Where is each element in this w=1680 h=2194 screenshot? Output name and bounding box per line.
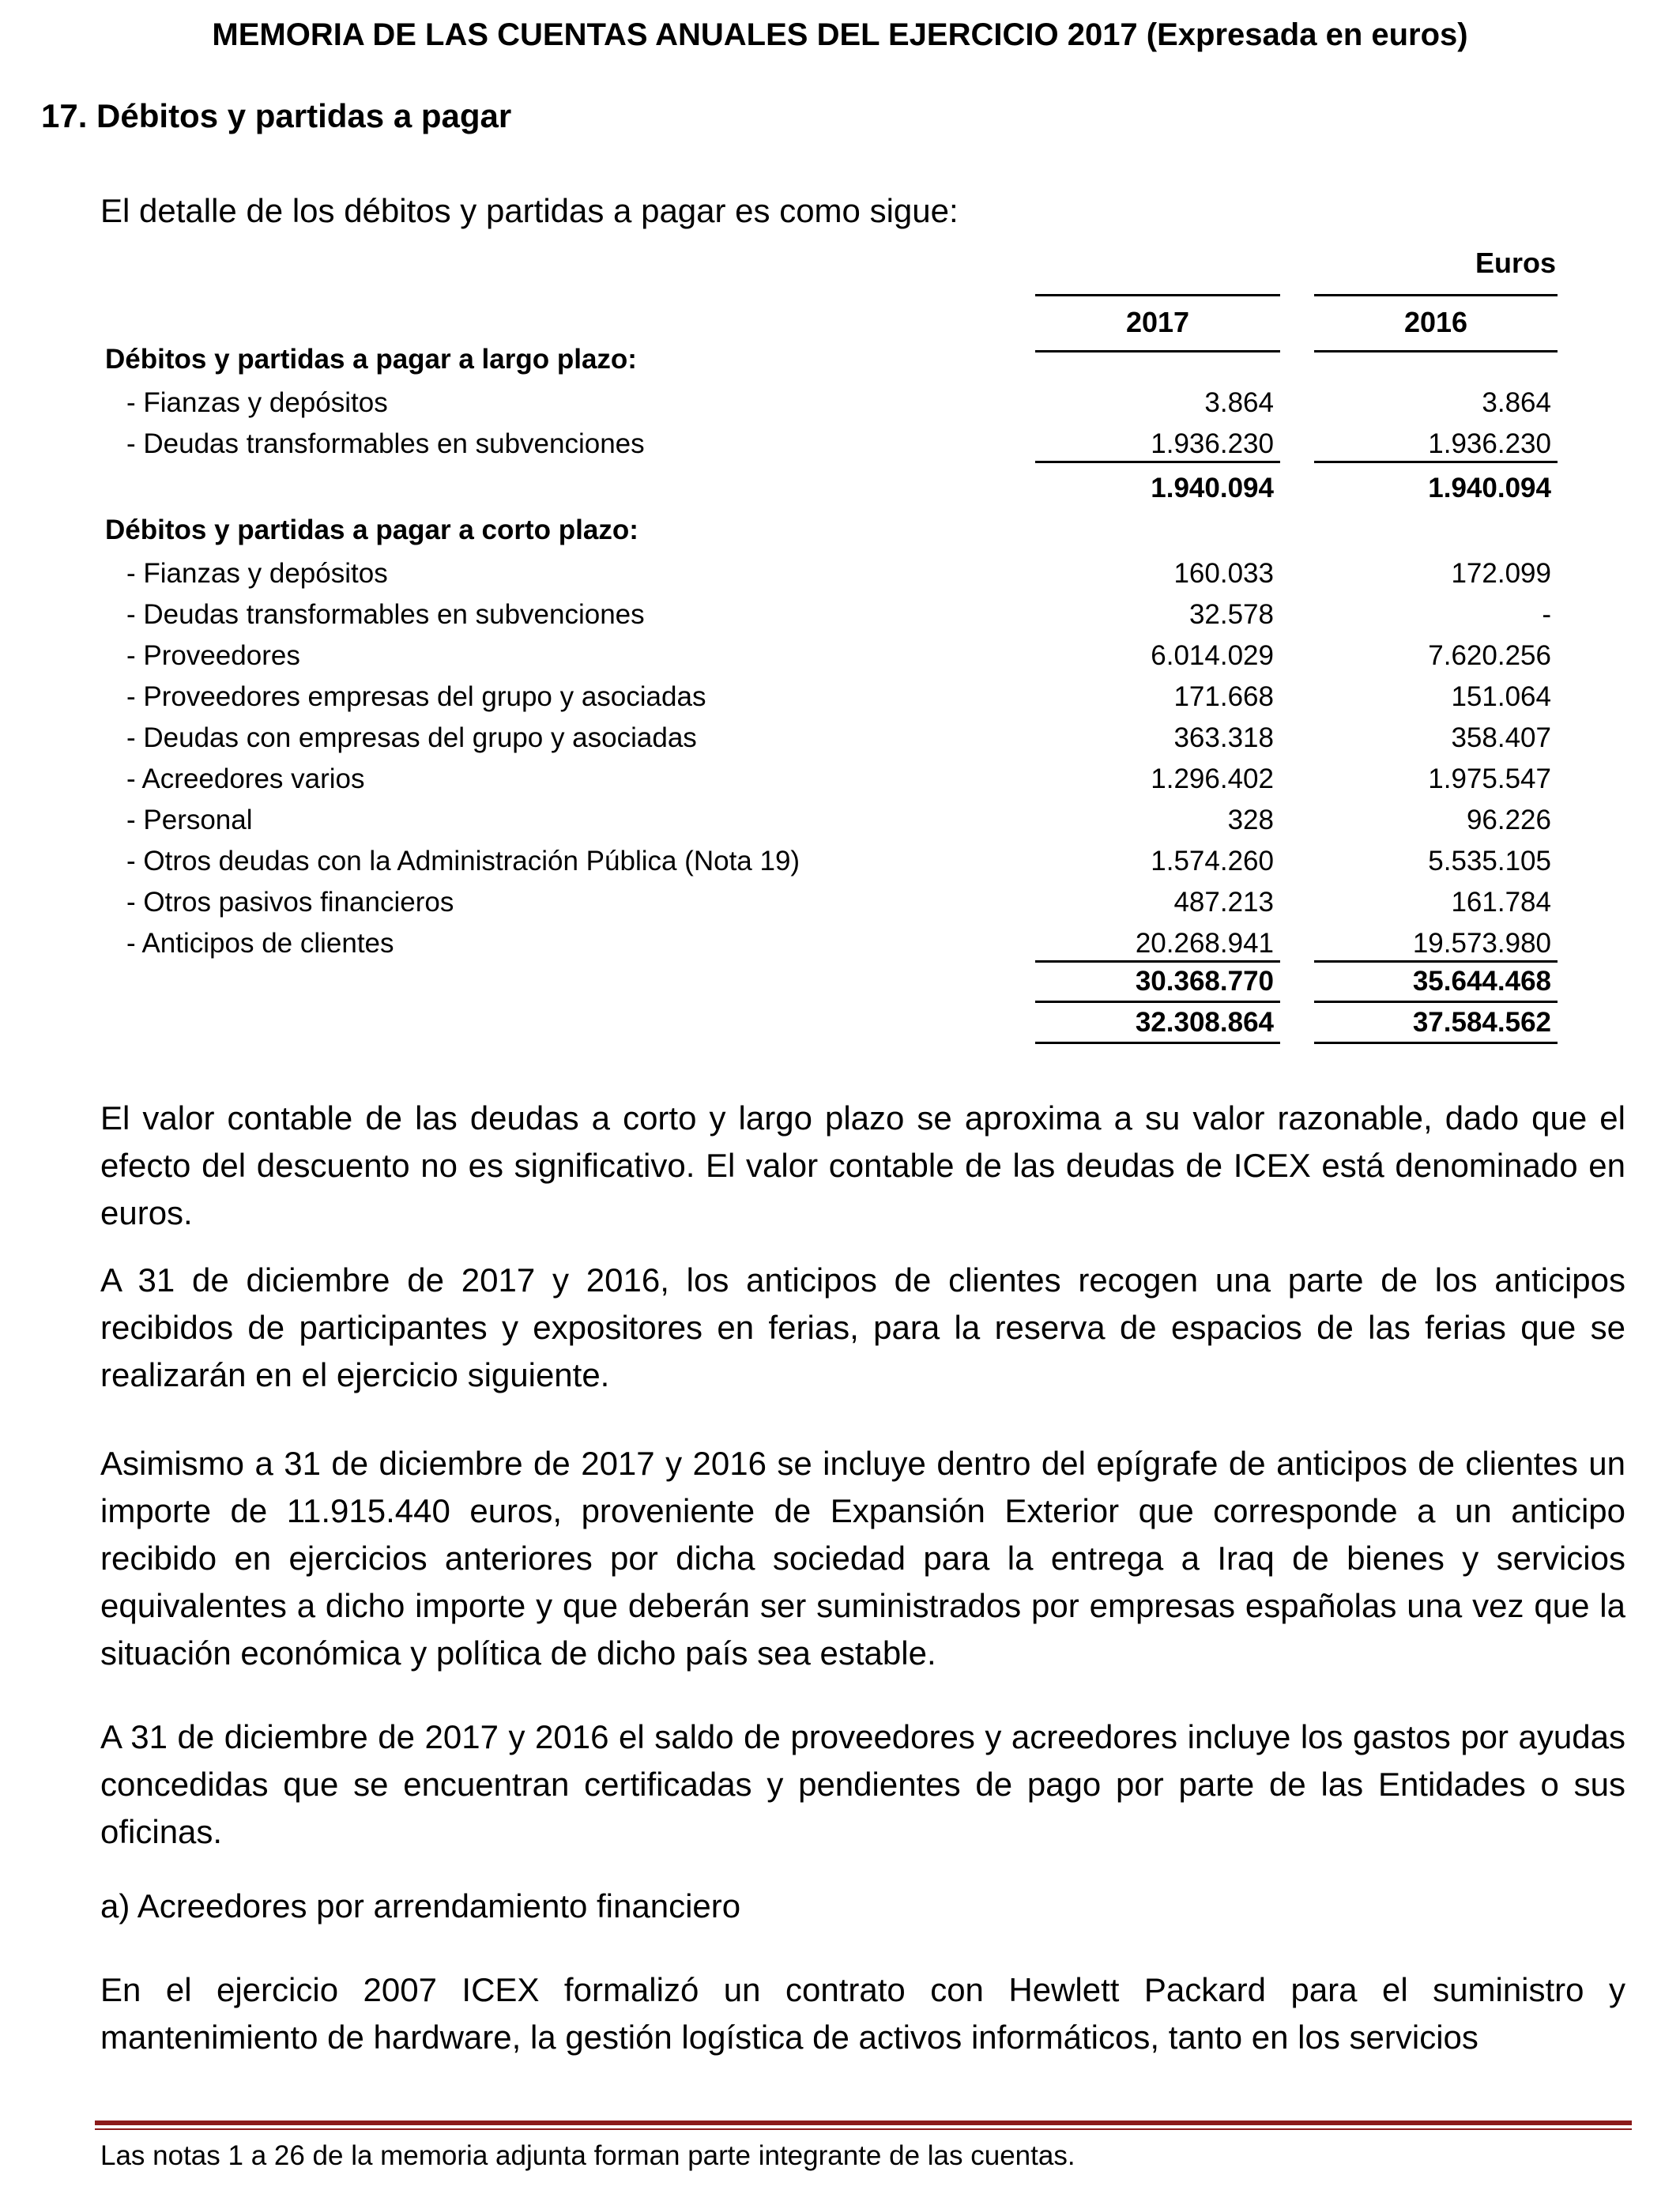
group-label-long-term: Débitos y partidas a pagar a largo plazo: [105,344,637,375]
paragraph: A 31 de diciembre de 2017 y 2016 el saldo de proveedores y acreedores incluye los gastos por ayudas concedidas que se encuentran certificadas y pendientes de pago por parte de las Entidades o sus oficinas. [100,1718,1625,1850]
value-2017: 6.014.029 [1151,640,1274,671]
row-label: - Otros pasivos financieros [126,887,454,918]
subtotal-rule [1035,461,1280,463]
paragraph: Asimismo a 31 de diciembre de 2017 y 2016 se incluye dentro del epígrafe de anticipos de clientes un importe de 11.915.440 euros, proveniente de Expansión Exterior que corresponde a un anticipo recibido en ejercicios anteriores por dicha sociedad para la entrega a Iraq de bienes y servicios equivalentes a dicho importe y que deberán ser suministrados por empresas españolas una vez que la situación económica y política de dicho país sea estable. [100,1445,1625,1672]
value-2016: 151.064 [1451,681,1551,712]
subtotal-2016: 1.940.094 [1428,473,1551,503]
table-row [0,882,1680,923]
row-label: - Deudas transformables en subvenciones [126,428,645,459]
total-rule [1314,1042,1558,1044]
footer-divider [95,2128,1632,2130]
value-2016: 7.620.256 [1428,640,1551,671]
value-2016: - [1542,599,1551,630]
value-2017: 171.668 [1173,681,1274,712]
value-2016: 1.936.230 [1428,428,1551,459]
column-header-2017: 2017 [1035,294,1280,352]
row-label: - Acreedores varios [126,763,365,794]
row-label: - Proveedores [126,640,300,671]
value-2017: 1.574.260 [1151,846,1274,876]
value-2016: 19.573.980 [1412,928,1551,959]
row-label: - Fianzas y depósitos [126,558,388,589]
total-2016: 37.584.562 [1412,1007,1551,1038]
page-header: MEMORIA DE LAS CUENTAS ANUALES DEL EJERCICIO 2017 (Expresada en euros) [212,17,1468,52]
value-2016: 96.226 [1466,805,1551,835]
row-label: - Personal [126,805,253,835]
table-row [0,383,1680,424]
paragraph: En el ejercicio 2007 ICEX formalizó un contrato con Hewlett Packard para el suministro y mantenimiento de hardware, la gestión logística de activos informáticos, tanto en los servicios [100,1971,1625,2056]
subtotal-row-short-term [0,961,1680,1002]
total-2017: 32.308.864 [1135,1007,1274,1038]
table-row [0,718,1680,759]
value-2017: 1.936.230 [1151,428,1274,459]
value-2017: 20.268.941 [1135,928,1274,959]
table-row [0,677,1680,718]
subtotal-row-long-term [0,468,1680,509]
subsection-title: a) Acreedores por arrendamiento financiero [100,1887,741,1924]
value-2016: 172.099 [1451,558,1551,589]
value-2017: 32.578 [1188,599,1274,630]
group-label-short-term: Débitos y partidas a pagar a corto plazo: [105,515,638,545]
subtotal-2017: 1.940.094 [1151,473,1274,503]
footer-divider [95,2120,1632,2125]
subtotal-2017: 30.368.770 [1135,966,1274,997]
value-2017: 487.213 [1173,887,1274,918]
column-header-2016: 2016 [1314,294,1558,352]
table-row [0,635,1680,677]
row-label: - Fianzas y depósitos [126,387,388,418]
footer-note: Las notas 1 a 26 de la memoria adjunta forman parte integrante de las cuentas. [100,2140,1075,2171]
table-row [0,800,1680,841]
subtotal-2016: 35.644.468 [1412,966,1551,997]
section-intro: El detalle de los débitos y partidas a pagar es como sigue: [100,192,959,229]
value-2017: 160.033 [1173,558,1274,589]
table-row [0,424,1680,465]
value-2016: 358.407 [1451,722,1551,753]
table-row [0,553,1680,594]
table-row [0,594,1680,635]
row-label: - Otros deudas con la Administración Pública (Nota 19) [126,846,800,876]
total-rule [1035,1042,1280,1044]
value-2016: 5.535.105 [1428,846,1551,876]
total-row [0,1002,1680,1043]
value-2016: 161.784 [1451,887,1551,918]
row-label: - Deudas con empresas del grupo y asociadas [126,722,697,753]
subtotal-rule [1314,461,1558,463]
value-2016: 3.864 [1482,387,1551,418]
section-title: 17. Débitos y partidas a pagar [41,97,512,134]
table-row [0,759,1680,800]
paragraph: A 31 de diciembre de 2017 y 2016, los anticipos de clientes recogen una parte de los anticipos recibidos de participantes y expositores en ferias, para la reserva de espacios de las ferias que se realizarán en el ejercicio siguiente. [100,1261,1625,1393]
row-label: - Proveedores empresas del grupo y asociadas [126,681,706,712]
table-row [0,841,1680,882]
row-label: - Anticipos de clientes [126,928,394,959]
value-2017: 1.296.402 [1151,763,1274,794]
value-2017: 363.318 [1173,722,1274,753]
value-2017: 328 [1227,805,1274,835]
table-row [0,923,1680,964]
value-2017: 3.864 [1204,387,1274,418]
unit-label: Euros [1475,247,1556,279]
value-2016: 1.975.547 [1428,763,1551,794]
row-label: - Deudas transformables en subvenciones [126,599,645,630]
paragraph: El valor contable de las deudas a corto y largo plazo se aproxima a su valor razonable, dado que el efecto del descuento no es significativo. El valor contable de las deudas de ICEX está denominado en euros. [100,1099,1625,1231]
